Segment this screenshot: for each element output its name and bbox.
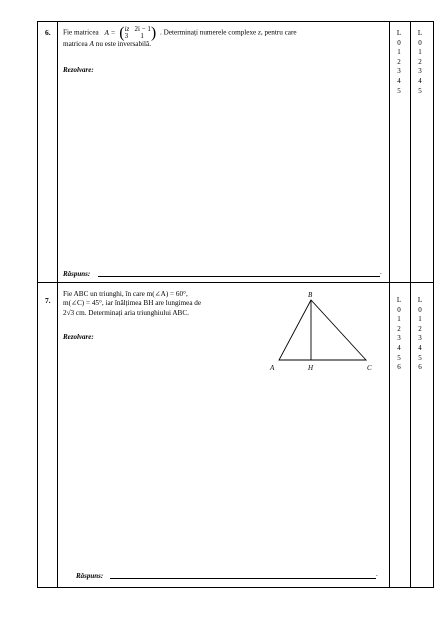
matrix-r1c1: iz — [124, 25, 130, 33]
problem-6-answer-end: . — [380, 268, 382, 276]
problem-6-score-right: L 0 1 2 3 4 5 — [417, 29, 423, 95]
problem-6-text-e: nu este inversabilă. — [95, 40, 152, 48]
problem-7-answer-end: . — [376, 570, 378, 578]
vertex-a-label: A — [270, 364, 275, 372]
problem-6-text-a: Fie matricea — [63, 28, 99, 37]
vertex-h-label: H — [308, 364, 314, 372]
problem-6-var-a: A — [89, 40, 94, 48]
problem-7-statement — [63, 290, 263, 318]
problem-6-text-d: matricea — [63, 40, 88, 48]
matrix-label: A = — [104, 28, 116, 37]
matrix: ( iz 2i − 1 3 1 ) — [119, 24, 157, 42]
problem-7-answer-line[interactable] — [110, 578, 376, 579]
problem-7-answer-label: Răspuns: — [76, 572, 104, 580]
vertex-b-label: B — [308, 291, 313, 299]
problem-6-number: 6. — [45, 28, 51, 37]
problem-6-statement — [63, 26, 385, 49]
problem-7-score-left: L 0 1 2 3 4 5 6 — [396, 296, 402, 372]
number-column-divider — [57, 21, 58, 588]
row-divider — [37, 282, 434, 283]
matrix-r1c2: 2i − 1 — [134, 25, 151, 33]
problem-6-solution-label: Rezolvare: — [63, 66, 94, 74]
problem-7-line-2: m(∠C) = 45°, iar înălțimea BH are lungimea de — [63, 299, 202, 308]
triangle-abc — [279, 300, 366, 360]
problem-7-score-right: L 0 1 2 3 4 5 6 — [417, 296, 423, 372]
problem-6-var-z: z — [258, 28, 261, 37]
matrix-r2c1: 3 — [124, 32, 129, 40]
matrix-r2c2: 1 — [140, 32, 144, 40]
problem-7-line-3: 2√3 cm. Determinați aria triunghiului ABC. — [63, 308, 189, 317]
score-column-divider-2 — [410, 21, 411, 588]
vertex-c-label: C — [367, 364, 372, 372]
problem-6-score-left: L 0 1 2 3 4 5 — [396, 29, 402, 95]
problem-6-answer-line[interactable] — [98, 276, 380, 277]
score-column-divider — [389, 21, 390, 588]
problem-6-answer-label: Răspuns: — [63, 270, 91, 278]
problem-7-line-1: Fie ABC un triunghi, în care m(∠A) = 60°, — [63, 290, 188, 298]
problem-6-text-c: , pentru care — [260, 28, 297, 37]
problem-6-text-b: . Determinați numerele complexe — [160, 28, 257, 37]
problem-7-solution-label: Rezolvare: — [63, 333, 94, 341]
triangle-figure — [266, 288, 378, 376]
problem-7-number: 7. — [45, 296, 51, 305]
